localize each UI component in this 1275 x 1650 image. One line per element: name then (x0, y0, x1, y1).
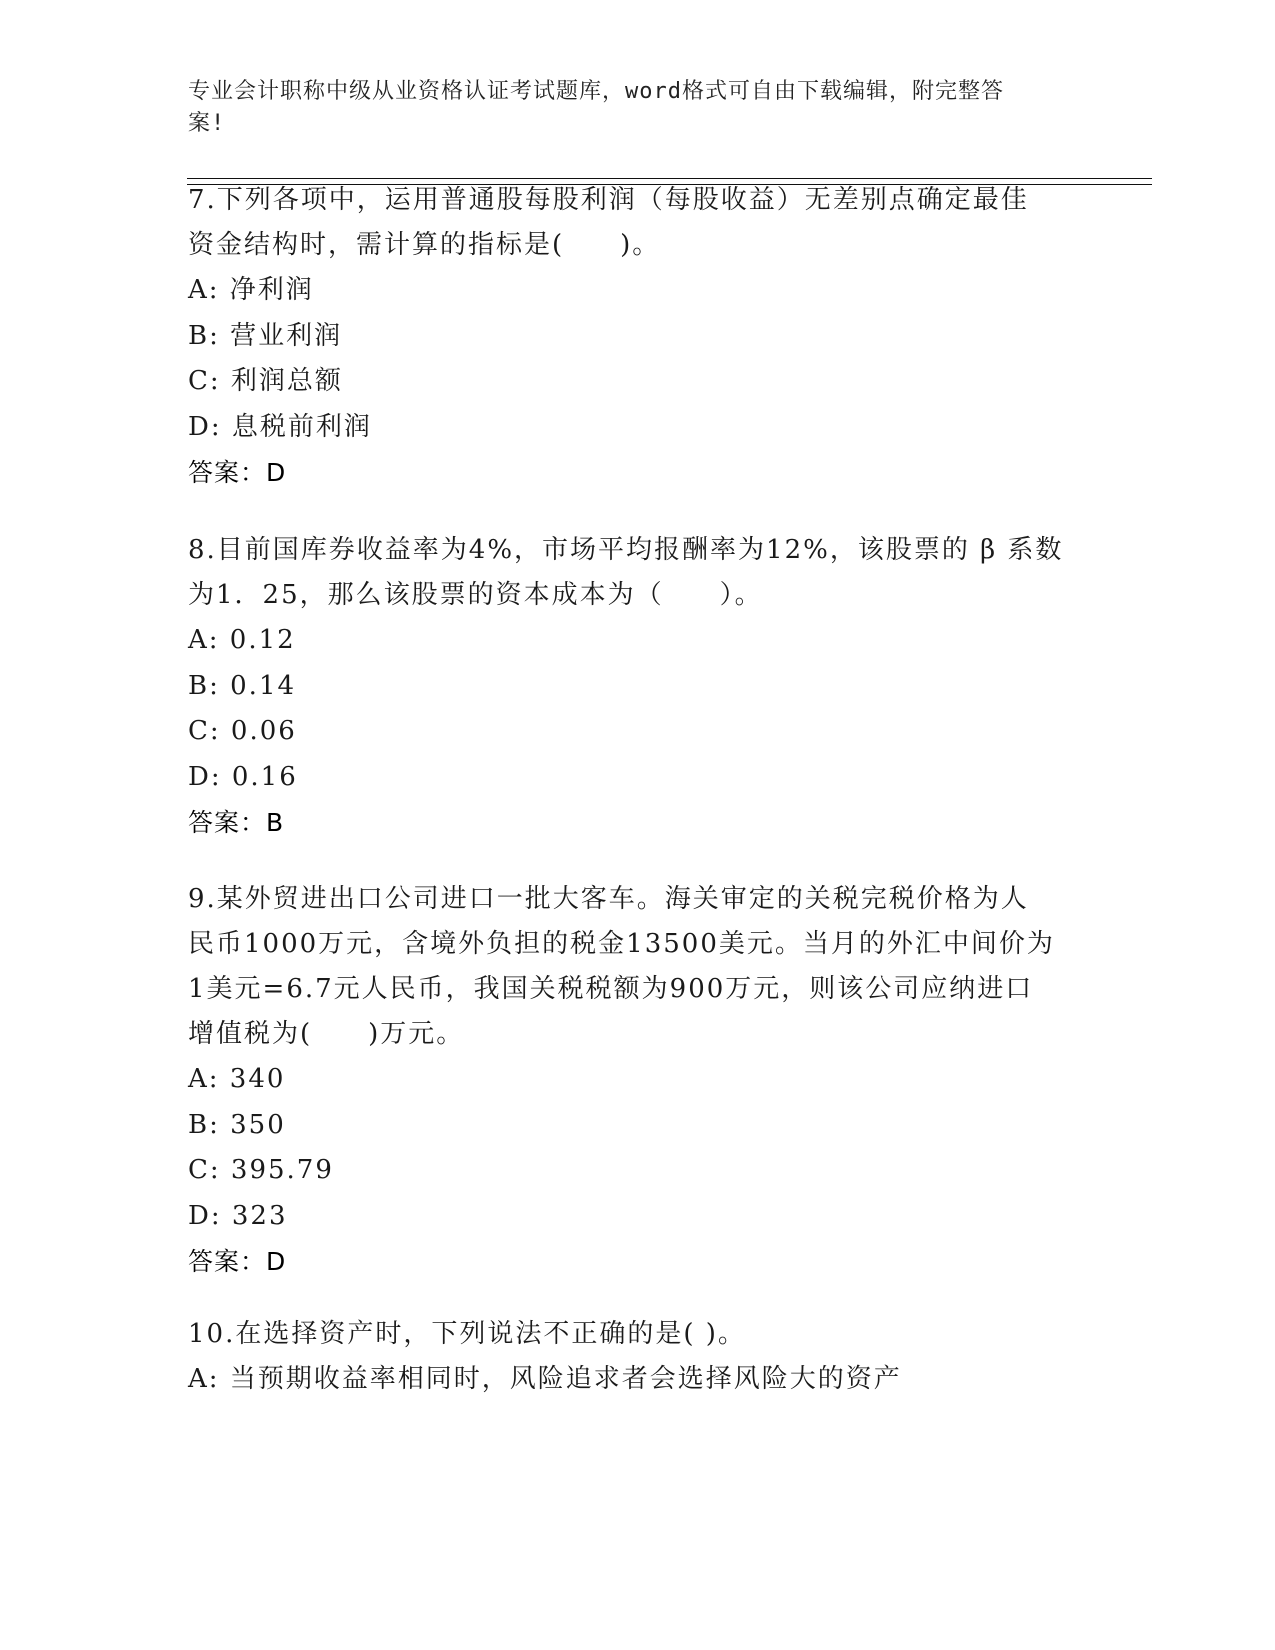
option-a: A: 净利润 (188, 275, 314, 305)
question-stem-line: 10.在选择资产时，下列说法不正确的是( )。 (188, 1319, 746, 1349)
question-stem-line: 9.某外贸进出口公司进口一批大客车。海关审定的关税完税价格为人 (188, 884, 1029, 914)
option-d: D: 0.16 (188, 761, 298, 792)
option-b: B: 350 (188, 1109, 286, 1140)
option-d: D: 息税前利润 (188, 411, 372, 442)
document-header (188, 76, 1068, 140)
option-a: A: 当预期收益率相同时，风险追求者会选择风险大的资产 (188, 1364, 902, 1394)
question-stem-line: 1美元=6.7元人民币，我国关税税额为900万元，则该公司应纳进口 (188, 974, 1034, 1004)
header-line-2: 案! (188, 111, 226, 136)
header-line-1: 专业会计职称中级从业资格认证考试题库，word格式可自由下载编辑，附完整答 (188, 79, 1004, 104)
question-stem-line: 增值税为( )万元。 (188, 1019, 465, 1049)
question-9 (188, 877, 1088, 1284)
question-stem-line: 民币1000万元，含境外负担的税金13500美元。当月的外汇中间价为 (188, 929, 1055, 959)
question-stem-line: 为1．25，那么该股票的资本成本为（ ）。 (188, 580, 763, 610)
option-c: C: 0.06 (188, 716, 297, 746)
answer: 答案：B (188, 808, 285, 837)
option-b: B: 0.14 (188, 670, 297, 701)
option-a: A: 0.12 (188, 625, 296, 655)
question-10 (188, 1312, 1088, 1403)
question-7 (188, 178, 1088, 495)
option-c: C: 利润总额 (188, 366, 343, 396)
option-b: B: 营业利润 (188, 320, 343, 351)
option-c: C: 395.79 (188, 1155, 334, 1185)
answer: 答案：D (188, 1247, 287, 1276)
question-stem-line: 7.下列各项中，运用普通股每股利润（每股收益）无差别点确定最佳 (188, 185, 1029, 215)
option-a: A: 340 (188, 1064, 286, 1094)
option-d: D: 323 (188, 1200, 288, 1231)
answer: 答案：D (188, 458, 287, 487)
question-stem-line: 资金结构时，需计算的指标是( )。 (188, 230, 661, 260)
question-8 (188, 528, 1088, 845)
question-stem-line: 8.目前国库券收益率为4%，市场平均报酬率为12%，该股票的 β 系数 (188, 535, 1064, 565)
